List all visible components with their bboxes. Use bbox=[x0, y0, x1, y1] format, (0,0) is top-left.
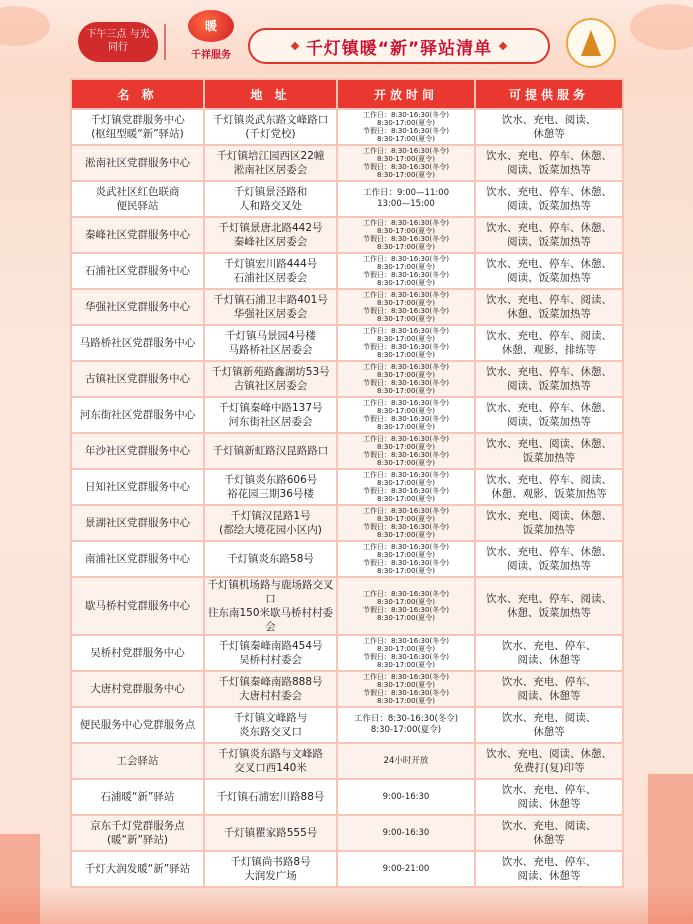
station-services-cell: 饮水、充电、阅读、 休憩等 bbox=[475, 109, 623, 145]
station-name-cell: 工会驿站 bbox=[71, 743, 204, 779]
station-hours-cell: 工作日：8:30-16:30(冬令) 8:30-17:00(夏令) 节假日：8:30-16:30(冬令) 8:30-17:00(夏令) bbox=[337, 671, 475, 707]
station-address-cell: 千灯镇石浦卫丰路401号 华强社区居委会 bbox=[204, 289, 337, 325]
station-name-cell: 炎武社区红色联商 便民驿站 bbox=[71, 181, 204, 217]
diamond-icon bbox=[291, 42, 299, 50]
station-name-cell: 景湖社区党群服务中心 bbox=[71, 505, 204, 541]
station-address-cell: 千灯镇培江园西区22幢 淞南社区居委会 bbox=[204, 145, 337, 181]
station-services-cell: 饮水、充电、停车、休憩、 阅读、饭菜加热等 bbox=[475, 145, 623, 181]
station-hours-cell: 工作日：9:00—11:00 13:00—15:00 bbox=[337, 181, 475, 217]
col-header-services: 可提供服务 bbox=[475, 79, 623, 109]
station-name-cell: 秦峰社区党群服务中心 bbox=[71, 217, 204, 253]
station-name-cell: 河东街社区党群服务中心 bbox=[71, 397, 204, 433]
station-services-cell: 饮水、充电、阅读、休憩、 免费打(复)印等 bbox=[475, 743, 623, 779]
col-header-hours: 开放时间 bbox=[337, 79, 475, 109]
station-name-cell: 日知社区党群服务中心 bbox=[71, 469, 204, 505]
station-address-cell: 千灯镇机场路与鹿场路交叉口 往东南150米歇马桥村村委会 bbox=[204, 577, 337, 635]
station-address-cell: 千灯镇景唐北路442号 秦峰社区居委会 bbox=[204, 217, 337, 253]
station-services-cell: 饮水、充电、停车、 阅读、休憩等 bbox=[475, 671, 623, 707]
table-row bbox=[71, 217, 623, 253]
station-name-cell: 华强社区党群服务中心 bbox=[71, 289, 204, 325]
station-address-cell: 千灯镇景泾路和 人和路交叉处 bbox=[204, 181, 337, 217]
station-name-cell: 便民服务中心党群服务点 bbox=[71, 707, 204, 743]
table-row bbox=[71, 289, 623, 325]
table-row bbox=[71, 253, 623, 289]
station-hours-cell: 9:00-16:30 bbox=[337, 815, 475, 851]
station-hours-cell: 24小时开放 bbox=[337, 743, 475, 779]
station-address-cell: 千灯镇炎东路58号 bbox=[204, 541, 337, 577]
col-header-name: 名 称 bbox=[71, 79, 204, 109]
station-address-cell: 千灯镇新苑路鑫湖坊53号 古镇社区居委会 bbox=[204, 361, 337, 397]
station-services-cell: 饮水、充电、停车、 阅读、休憩等 bbox=[475, 635, 623, 671]
table-row bbox=[71, 707, 623, 743]
station-hours-cell: 工作日：8:30-16:30(冬令) 8:30-17:00(夏令) bbox=[337, 707, 475, 743]
pagoda-badge bbox=[566, 18, 616, 68]
diamond-icon bbox=[499, 42, 507, 50]
table-row bbox=[71, 815, 623, 851]
station-hours-cell: 工作日：8:30-16:30(冬令) 8:30-17:00(夏令) 节假日：8:30-16:30(冬令) 8:30-17:00(夏令) bbox=[337, 145, 475, 181]
station-hours-cell: 工作日：8:30-16:30(冬令) 8:30-17:00(夏令) 节假日：8:30-16:30(冬令) 8:30-17:00(夏令) bbox=[337, 577, 475, 635]
station-address-cell: 千灯镇新虹路汉昆路路口 bbox=[204, 433, 337, 469]
station-hours-cell: 工作日：8:30-16:30(冬令) 8:30-17:00(夏令) 节假日：8:30-16:30(冬令) 8:30-17:00(夏令) bbox=[337, 289, 475, 325]
table-row bbox=[71, 541, 623, 577]
station-address-cell: 千灯镇炎武东路文峰路口 (千灯党校) bbox=[204, 109, 337, 145]
station-services-cell: 饮水、充电、阅读、休憩、 饭菜加热等 bbox=[475, 505, 623, 541]
table-row bbox=[71, 577, 623, 635]
logo-divider bbox=[164, 24, 166, 60]
station-address-cell: 千灯镇文峰路与 炎东路交叉口 bbox=[204, 707, 337, 743]
table-row bbox=[71, 671, 623, 707]
station-services-cell: 饮水、充电、停车、休憩、 阅读、饭菜加热等 bbox=[475, 253, 623, 289]
station-hours-cell: 工作日：8:30-16:30(冬令) 8:30-17:00(夏令) 节假日：8:30-16:30(冬令) 8:30-17:00(夏令) bbox=[337, 253, 475, 289]
station-address-cell: 千灯镇尚书路8号 大润发广场 bbox=[204, 851, 337, 887]
station-services-cell: 饮水、充电、停车、阅读、 休憩、饭菜加热等 bbox=[475, 577, 623, 635]
station-services-cell: 饮水、充电、停车、阅读、 休憩、饭菜加热等 bbox=[475, 289, 623, 325]
table-row bbox=[71, 361, 623, 397]
qianxiang-mark: 暖 bbox=[188, 10, 234, 42]
station-name-cell: 千灯大润发暖“新”驿站 bbox=[71, 851, 204, 887]
col-header-address: 地 址 bbox=[204, 79, 337, 109]
station-services-cell: 饮水、充电、停车、休憩、 阅读、饭菜加热等 bbox=[475, 361, 623, 397]
station-hours-cell: 工作日：8:30-16:30(冬令) 8:30-17:00(夏令) 节假日：8:30-16:30(冬令) 8:30-17:00(夏令) bbox=[337, 469, 475, 505]
station-address-cell: 千灯镇秦峰南路888号 大唐村村委会 bbox=[204, 671, 337, 707]
station-hours-cell: 9:00-16:30 bbox=[337, 779, 475, 815]
table-row bbox=[71, 469, 623, 505]
station-address-cell: 千灯镇宏川路444号 石浦社区居委会 bbox=[204, 253, 337, 289]
bottom-decoration bbox=[0, 884, 693, 924]
table-row bbox=[71, 779, 623, 815]
table-row bbox=[71, 505, 623, 541]
station-hours-cell: 工作日：8:30-16:30(冬令) 8:30-17:00(夏令) 节假日：8:30-16:30(冬令) 8:30-17:00(夏令) bbox=[337, 325, 475, 361]
station-services-cell: 饮水、充电、阅读、休憩、 饭菜加热等 bbox=[475, 433, 623, 469]
table-row bbox=[71, 851, 623, 887]
page-title-text: 千灯镇暖“新”驿站清单 bbox=[305, 38, 493, 59]
station-name-cell: 年沙社区党群服务中心 bbox=[71, 433, 204, 469]
station-address-cell: 千灯镇秦峰南路454号 吴桥村村委会 bbox=[204, 635, 337, 671]
table-header-row bbox=[71, 79, 623, 109]
station-hours-cell: 工作日：8:30-16:30(冬令) 8:30-17:00(夏令) 节假日：8:30-16:30(冬令) 8:30-17:00(夏令) bbox=[337, 361, 475, 397]
station-services-cell: 饮水、充电、停车、休憩、 阅读、饭菜加热等 bbox=[475, 397, 623, 433]
station-services-cell: 饮水、充电、停车、阅读、 休憩、观影、排练等 bbox=[475, 325, 623, 361]
station-hours-cell: 工作日：8:30-16:30(冬令) 8:30-17:00(夏令) 节假日：8:30-16:30(冬令) 8:30-17:00(夏令) bbox=[337, 635, 475, 671]
station-services-cell: 饮水、充电、停车、 阅读、休憩等 bbox=[475, 851, 623, 887]
station-name-cell: 千灯镇党群服务中心 (枢纽型暖“新”驿站) bbox=[71, 109, 204, 145]
table-row bbox=[71, 433, 623, 469]
station-services-cell: 饮水、充电、停车、休憩、 阅读、饭菜加热等 bbox=[475, 541, 623, 577]
station-name-cell: 南浦社区党群服务中心 bbox=[71, 541, 204, 577]
station-hours-cell: 工作日：8:30-16:30(冬令) 8:30-17:00(夏令) 节假日：8:30-16:30(冬令) 8:30-17:00(夏令) bbox=[337, 505, 475, 541]
station-address-cell: 千灯镇炎东路606号 裕花园三期36号楼 bbox=[204, 469, 337, 505]
station-address-cell: 千灯镇马景园4号楼 马路桥社区居委会 bbox=[204, 325, 337, 361]
station-services-cell: 饮水、充电、停车、 阅读、休憩等 bbox=[475, 779, 623, 815]
station-name-cell: 古镇社区党群服务中心 bbox=[71, 361, 204, 397]
station-services-cell: 饮水、充电、停车、阅读、 休憩、观影、饭菜加热等 bbox=[475, 469, 623, 505]
station-address-cell: 千灯镇汉昆路1号 (都绘大境花园小区内) bbox=[204, 505, 337, 541]
station-address-cell: 千灯镇石浦宏川路88号 bbox=[204, 779, 337, 815]
table-row bbox=[71, 145, 623, 181]
table-row bbox=[71, 325, 623, 361]
station-hours-cell: 9:00-21:00 bbox=[337, 851, 475, 887]
station-table bbox=[70, 78, 624, 888]
station-name-cell: 石浦暖“新”驿站 bbox=[71, 779, 204, 815]
station-name-cell: 淞南社区党群服务中心 bbox=[71, 145, 204, 181]
station-services-cell: 饮水、充电、停车、休憩、 阅读、饭菜加热等 bbox=[475, 181, 623, 217]
table-row bbox=[71, 397, 623, 433]
pagoda-icon bbox=[581, 30, 601, 56]
station-name-cell: 大唐村党群服务中心 bbox=[71, 671, 204, 707]
station-services-cell: 饮水、充电、阅读、 休憩等 bbox=[475, 815, 623, 851]
table-row bbox=[71, 109, 623, 145]
station-hours-cell: 工作日：8:30-16:30(冬令) 8:30-17:00(夏令) 节假日：8:30-16:30(冬令) 8:30-17:00(夏令) bbox=[337, 433, 475, 469]
table-row bbox=[71, 743, 623, 779]
page-title bbox=[248, 28, 550, 64]
station-name-cell: 马路桥社区党群服务中心 bbox=[71, 325, 204, 361]
station-name-cell: 京东千灯党群服务点 (暖“新”驿站) bbox=[71, 815, 204, 851]
table-row bbox=[71, 181, 623, 217]
station-name-cell: 吴桥村党群服务中心 bbox=[71, 635, 204, 671]
qianxiang-logo bbox=[176, 10, 246, 66]
station-services-cell: 饮水、充电、停车、休憩、 阅读、饭菜加热等 bbox=[475, 217, 623, 253]
station-services-cell: 饮水、充电、阅读、 休憩等 bbox=[475, 707, 623, 743]
station-hours-cell: 工作日：8:30-16:30(冬令) 8:30-17:00(夏令) 节假日：8:30-16:30(冬令) 8:30-17:00(夏令) bbox=[337, 397, 475, 433]
station-name-cell: 歇马桥村党群服务中心 bbox=[71, 577, 204, 635]
station-hours-cell: 工作日：8:30-16:30(冬令) 8:30-17:00(夏令) 节假日：8:30-16:30(冬令) 8:30-17:00(夏令) bbox=[337, 217, 475, 253]
campaign-logo: 下午三点 与光同行 bbox=[78, 22, 158, 62]
station-address-cell: 千灯镇瞿家路555号 bbox=[204, 815, 337, 851]
qianxiang-sub: 千祥服务 bbox=[191, 50, 231, 61]
station-hours-cell: 工作日：8:30-16:30(冬令) 8:30-17:00(夏令) 节假日：8:30-16:30(冬令) 8:30-17:00(夏令) bbox=[337, 541, 475, 577]
station-name-cell: 石浦社区党群服务中心 bbox=[71, 253, 204, 289]
station-address-cell: 千灯镇秦峰中路137号 河东街社区居委会 bbox=[204, 397, 337, 433]
station-hours-cell: 工作日：8:30-16:30(冬令) 8:30-17:00(夏令) 节假日：8:30-16:30(冬令) 8:30-17:00(夏令) bbox=[337, 109, 475, 145]
table-row bbox=[71, 635, 623, 671]
station-address-cell: 千灯镇炎东路与文峰路 交叉口西140米 bbox=[204, 743, 337, 779]
